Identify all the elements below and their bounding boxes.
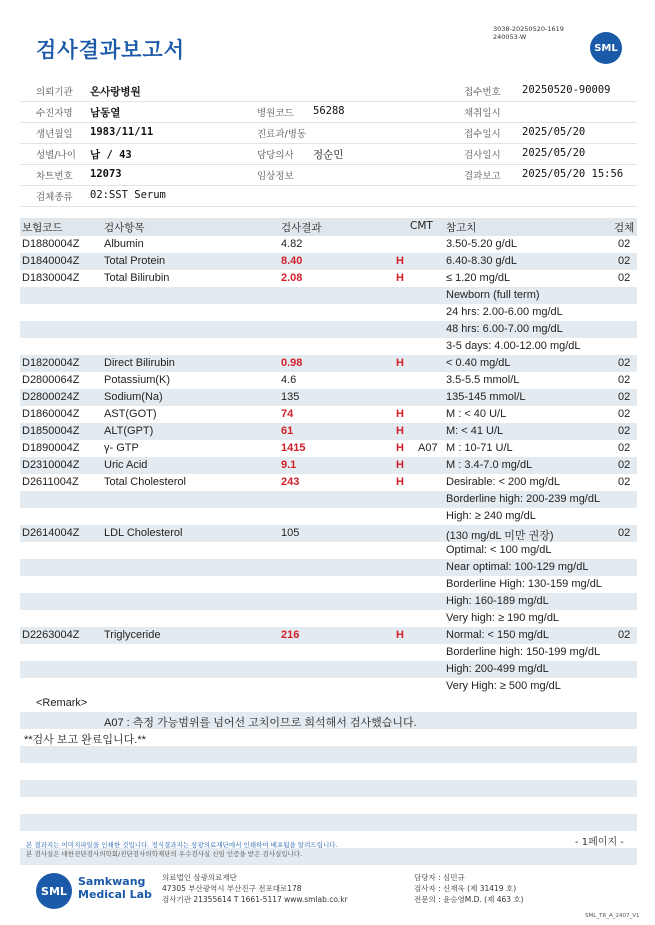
row-reference: < 0.40 mg/dL [446,357,511,369]
row-code: D1820004Z [22,357,80,369]
table-row [20,559,637,576]
row-reference: 3.50-5.20 g/dL [446,238,517,250]
row-specimen: 02 [618,374,631,386]
samkwang-logo-text [78,875,152,901]
staff-line3: 전문의 : 윤승영M.D. (제 463 호) [414,895,524,904]
table-row [20,270,637,287]
row-cmt: A07 [418,442,438,454]
row-code: D2800024Z [22,391,80,403]
row-specimen: 02 [618,527,631,539]
row-flag: H [396,629,404,641]
header-cmt: CMT [410,220,433,232]
row-code: D2263004Z [22,629,80,641]
row-specimen: 02 [618,238,631,250]
row-reference: ≤ 1.20 mg/dL [446,272,511,284]
info-label: 채취일시 [464,108,501,119]
row-result: 4.6 [281,374,297,386]
row-code: D1830004Z [22,272,80,284]
table-body [20,236,637,695]
results-table [20,218,637,865]
row-test-name: Total Cholesterol [104,476,186,488]
row-code: D1890004Z [22,442,80,454]
samkwang-logo-icon: SML [36,873,72,909]
table-row [20,372,637,389]
blank-row [20,780,637,797]
document-id-line1: 3038-20250520-1619 [493,25,564,33]
table-row [20,338,637,355]
remark-label: <Remark> [36,697,88,709]
table-row [20,304,637,321]
row-result: 74 [281,408,294,420]
row-reference: High: 200-499 mg/dL [446,663,549,675]
row-flag: H [396,357,404,369]
row-test-name: Total Protein [104,255,166,267]
row-specimen: 02 [618,357,631,369]
row-reference: 3.5-5.5 mmol/L [446,374,520,386]
remark-label-row [20,695,637,712]
row-reference: Desirable: < 200 mg/dL [446,476,561,488]
info-value: 2025/05/20 [522,126,586,138]
info-label: 접수번호 [464,87,501,98]
blank-row [20,814,637,831]
info-value: 2025/05/20 15:56 [522,168,624,180]
table-row [20,355,637,372]
row-specimen: 02 [618,459,631,471]
blank-row [20,746,637,763]
row-reference: 6.40-8.30 g/dL [446,255,517,267]
info-value: 남동열 [90,107,121,119]
row-reference: M: < 41 U/L [446,425,504,437]
row-flag: H [396,255,404,267]
info-label: 수진자명 [36,108,73,119]
row-reference: Borderline high: 150-199 mg/dL [446,646,601,658]
table-row [20,440,637,457]
row-result: 1415 [281,442,306,454]
table-row [20,508,637,525]
remark-text-row [20,712,637,729]
lab-address [162,872,348,905]
header-code: 보험코드 [22,222,63,234]
row-result: 9.1 [281,459,297,471]
table-row [20,423,637,440]
info-label: 성별/나이 [36,150,76,161]
table-row [20,287,637,304]
header-result: 검사결과 [281,222,322,234]
info-value: 02:SST Serum [90,189,166,201]
row-reference: Borderline high: 200-239 mg/dL [446,493,601,505]
row-result: 61 [281,425,294,437]
row-result: 243 [281,476,300,488]
row-specimen: 02 [618,442,631,454]
info-value: 정순민 [313,149,344,161]
done-row [20,729,637,746]
info-label: 생년월일 [36,129,73,140]
row-reference: (130 mg/dL 미만 권장) [446,530,554,542]
row-specimen: 02 [618,272,631,284]
row-code: D1860004Z [22,408,80,420]
table-row [20,576,637,593]
row-reference: Borderline High: 130-159 mg/dL [446,578,602,590]
row-reference: High: 160-189 mg/dL [446,595,549,607]
row-test-name: AST(GOT) [104,408,157,420]
row-test-name: Potassium(K) [104,374,171,386]
report-title: 검사결과보고서 [36,38,186,62]
info-label: 진료과/병동 [257,129,307,140]
blank-row [20,797,637,814]
page-number: - 1페이지 - [575,837,624,848]
row-test-name: Triglyceride [104,629,161,641]
row-specimen: 02 [618,408,631,420]
document-id [493,25,564,41]
staff-line1: 담당자 : 심민규 [414,873,465,882]
row-reference: High: ≥ 240 mg/dL [446,510,536,522]
row-reference: M : 10-71 U/L [446,442,513,454]
info-row [20,80,637,102]
info-value: 2025/05/20 [522,147,586,159]
row-flag: H [396,459,404,471]
remark-text: A07 : 측정 가능범위를 넘어선 고치이므로 희석해서 검사했습니다. [104,717,417,729]
row-reference: Optimal: < 100 mg/dL [446,544,552,556]
info-row [20,122,637,144]
row-specimen: 02 [618,629,631,641]
info-label: 검사일시 [464,150,501,161]
info-value: 1983/11/11 [90,126,154,138]
row-code: D1850004Z [22,425,80,437]
info-row [20,143,637,165]
row-reference: Newborn (full term) [446,289,540,301]
table-row [20,253,637,270]
footer-notes [26,841,338,858]
row-result: 2.08 [281,272,303,284]
table-row [20,321,637,338]
header-name: 검사항목 [104,222,145,234]
info-row [20,164,637,186]
report-complete-text: **검사 보고 완료입니다.** [24,734,146,746]
info-value: 남 / 43 [90,149,132,161]
row-specimen: 02 [618,391,631,403]
row-test-name: Uric Acid [104,459,148,471]
header-ref: 참고치 [446,222,477,234]
row-code: D1840004Z [22,255,80,267]
table-row [20,457,637,474]
row-result: 8.40 [281,255,303,267]
table-row [20,525,637,542]
row-reference: 3-5 days: 4.00-12.00 mg/dL [446,340,581,352]
row-test-name: Sodium(Na) [104,391,163,403]
table-row [20,661,637,678]
address-line3: 검사기관 21355614 T 1661-5117 www.smlab.co.kr [162,895,348,904]
row-code: D1880004Z [22,238,80,250]
row-flag: H [396,408,404,420]
row-code: D2614004Z [22,527,80,539]
table-row [20,678,637,695]
row-flag: H [396,272,404,284]
info-value: 온사랑병원 [90,86,141,98]
info-row [20,185,637,207]
row-flag: H [396,476,404,488]
row-reference: Very High: ≥ 500 mg/dL [446,680,561,692]
row-reference: M : < 40 U/L [446,408,507,420]
row-test-name: ALT(GPT) [104,425,154,437]
footer-note-1: 본 결과지는 이미지파일을 인쇄한 것입니다. 정식결과지는 삼광의료재단에서 인쇄하여 배포됨을 알려드립니다. [26,841,338,849]
info-label: 담당의사 [257,150,294,161]
info-value: 20250520-90009 [522,84,611,96]
row-test-name: Albumin [104,238,144,250]
info-label: 검체종류 [36,192,73,203]
row-result: 105 [281,527,300,539]
sml-logo: SML [590,32,622,64]
table-row [20,389,637,406]
lab-staff [414,872,524,905]
row-code: D2800064Z [22,374,80,386]
table-row [20,491,637,508]
row-specimen: 02 [618,255,631,267]
info-label: 결과보고 [464,171,501,182]
row-test-name: γ- GTP [104,442,139,454]
table-header [20,218,637,236]
row-specimen: 02 [618,476,631,488]
info-label: 병원코드 [257,108,294,119]
row-reference: 24 hrs: 2.00-6.00 mg/dL [446,306,563,318]
row-reference: 48 hrs: 6.00-7.00 mg/dL [446,323,563,335]
info-row [20,101,637,123]
row-reference: M : 3.4-7.0 mg/dL [446,459,533,471]
row-reference: 135-145 mmol/L [446,391,526,403]
address-line2: 47305 부산광역시 부산진구 전포대로178 [162,884,302,893]
info-value: 56288 [313,105,345,117]
row-result: 216 [281,629,300,641]
info-label: 의뢰기관 [36,87,73,98]
address-line1: 의료법인 삼광의료재단 [162,873,237,882]
table-row [20,236,637,253]
table-row [20,610,637,627]
row-reference: Very high: ≥ 190 mg/dL [446,612,560,624]
row-result: 4.82 [281,238,303,250]
table-row [20,644,637,661]
row-flag: H [396,425,404,437]
logo-line1: Samkwang [78,875,146,888]
blank-row [20,763,637,780]
info-label: 임상정보 [257,171,294,182]
row-flag: H [396,442,404,454]
info-value: 12073 [90,168,122,180]
info-label: 차트번호 [36,171,73,182]
staff-line2: 검사자 : 신재욱 (제 31419 호) [414,884,517,893]
row-reference: Normal: < 150 mg/dL [446,629,550,641]
table-row [20,406,637,423]
table-row [20,474,637,491]
header-spec: 검체 [614,222,635,234]
row-test-name: Total Bilirubin [104,272,170,284]
row-result: 135 [281,391,300,403]
logo-line2: Medical Lab [78,888,152,901]
table-row [20,627,637,644]
row-result: 0.98 [281,357,303,369]
form-code: SML_TR_A_2407_V1 [585,913,640,919]
document-id-line2: 240053-W [493,33,527,41]
table-row [20,542,637,559]
row-reference: Near optimal: 100-129 mg/dL [446,561,589,573]
row-specimen: 02 [618,425,631,437]
row-test-name: LDL Cholesterol [104,527,183,539]
row-test-name: Direct Bilirubin [104,357,175,369]
table-row [20,593,637,610]
row-code: D2310004Z [22,459,80,471]
footer-note-2: 본 검사실은 대한진단검사의학회/진단검사의학재단의 우수검사실 신임 인증을 받은 검사실입니다. [26,849,303,858]
row-code: D2611004Z [22,476,79,488]
info-label: 접수일시 [464,129,501,140]
